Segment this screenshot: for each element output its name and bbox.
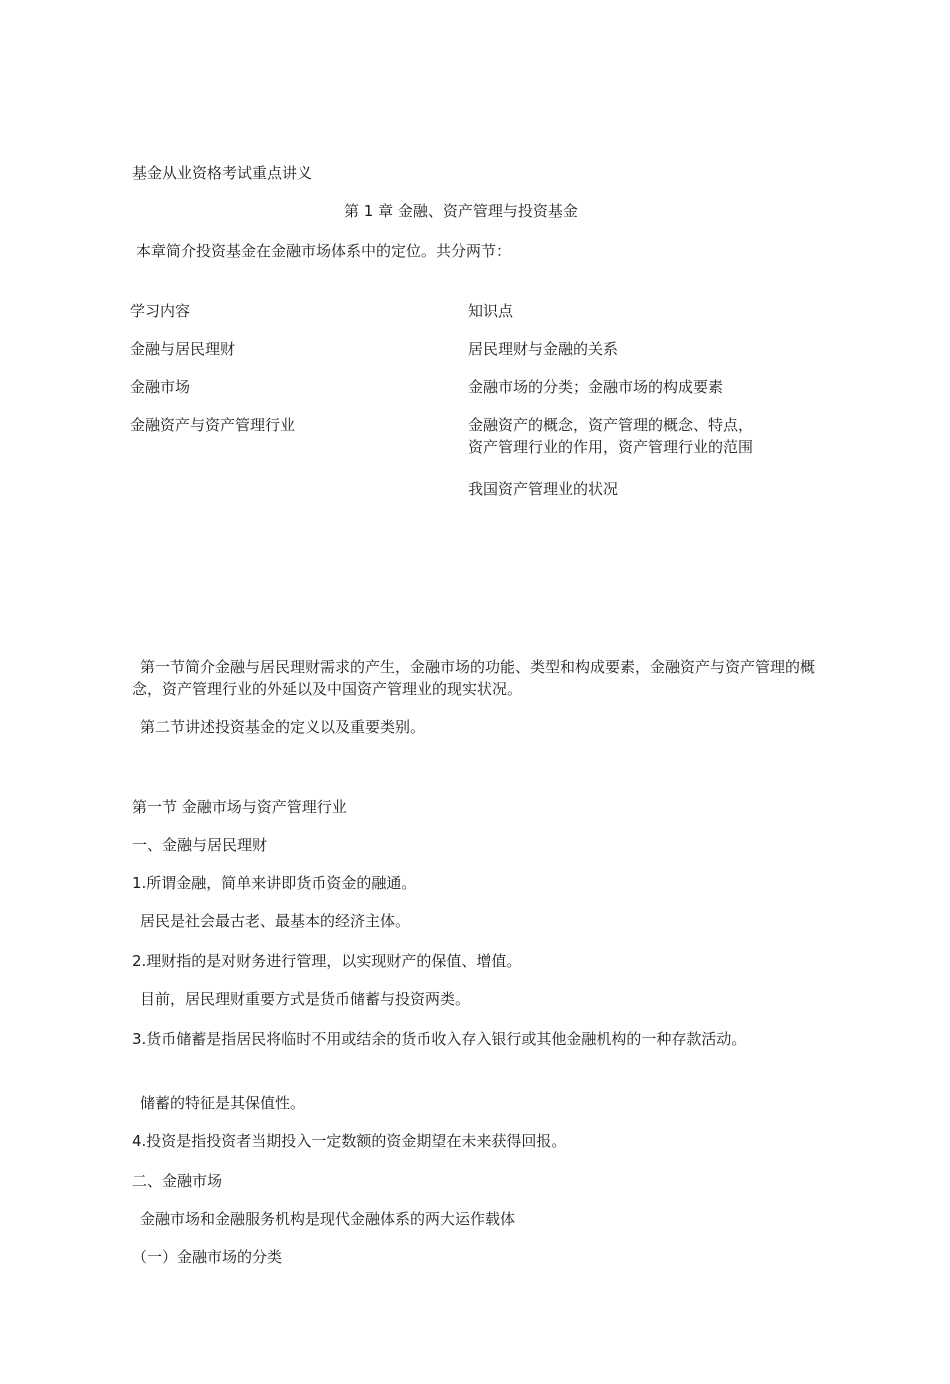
table-cell-content: 金融与居民理财 — [130, 340, 236, 358]
chapter-title: 第 1 章 金融、资产管理与投资基金 — [344, 202, 578, 220]
paragraph: 3.货币储蓄是指居民将临时不用或结余的货币收入存入银行或其他金融机构的一种存款活动。 — [132, 1030, 747, 1048]
table-cell-content: 金融资产与资产管理行业 — [130, 416, 296, 434]
chapter-intro: 本章简介投资基金在金融市场体系中的定位。共分两节： — [136, 242, 512, 260]
document-header: 基金从业资格考试重点讲义 — [132, 164, 313, 182]
paragraph: 储蓄的特征是其保值性。 — [140, 1094, 306, 1112]
table-header-points: 知识点 — [468, 302, 514, 320]
paragraph: 居民是社会最古老、最基本的经济主体。 — [140, 912, 411, 930]
table-header-content: 学习内容 — [130, 302, 191, 320]
paragraph: 目前，居民理财重要方式是货币储蓄与投资两类。 — [140, 990, 471, 1008]
paragraph: 金融市场和金融服务机构是现代金融体系的两大运作载体 — [140, 1210, 516, 1228]
table-cell-points: 金融资产的概念，资产管理的概念、特点， — [468, 416, 754, 434]
subsection-heading: 二、金融市场 — [132, 1172, 223, 1190]
paragraph: 1.所谓金融，简单来讲即货币资金的融通。 — [132, 874, 417, 892]
subsection-heading: 一、金融与居民理财 — [132, 836, 268, 854]
table-cell-points: 我国资产管理业的状况 — [468, 480, 619, 498]
table-cell-content: 金融市场 — [130, 378, 191, 396]
summary-section-1: 第一节简介金融与居民理财需求的产生，金融市场的功能、类型和构成要素，金融资产与资产管理的概念，资产管理行业的外延以及中国资产管理业的现实状况。 — [132, 658, 816, 698]
table-cell-points: 居民理财与金融的关系 — [468, 340, 619, 358]
paragraph: 2.理财指的是对财务进行管理，以实现财产的保值、增值。 — [132, 952, 522, 970]
table-cell-points: 金融市场的分类；金融市场的构成要素 — [468, 378, 724, 396]
subsection-heading: （一）金融市场的分类 — [132, 1248, 283, 1266]
table-cell-points: 资产管理行业的作用，资产管理行业的范围 — [468, 438, 754, 456]
paragraph: 4.投资是指投资者当期投入一定数额的资金期望在未来获得回报。 — [132, 1132, 567, 1150]
section-title: 第一节 金融市场与资产管理行业 — [132, 798, 347, 816]
summary-section-2: 第二节讲述投资基金的定义以及重要类别。 — [140, 718, 426, 736]
